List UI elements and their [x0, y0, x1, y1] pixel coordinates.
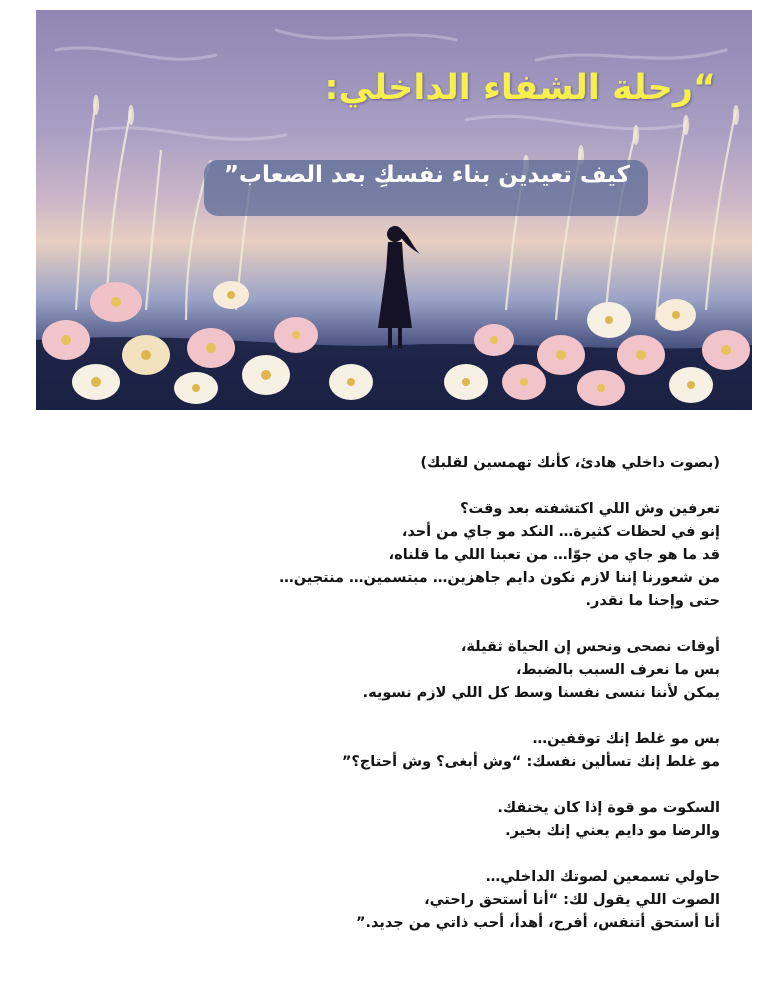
poem-line: حتى وإحنا ما نقدر. — [585, 593, 720, 609]
poem-line: الصوت اللي يقول لك: “أنا أستحق راحتي، — [424, 892, 720, 908]
intro-line: (بصوت داخلي هادئ، كأنك تهمسين لقلبك) — [420, 455, 720, 471]
poem-line: حاولي تسمعين لصوتك الداخلي… — [485, 869, 720, 885]
poem-line: تعرفين وش اللي اكتشفته بعد وقت؟ — [460, 501, 720, 517]
poem-line: بس ما نعرف السبب بالضبط، — [515, 662, 720, 678]
poem-line: يمكن لأننا ننسى نفسنا وسط كل اللي لازم نسويه. — [362, 685, 720, 701]
poem-line: مو غلط إنك تسألين نفسك: “وش أبغى؟ وش أحتاج؟” — [341, 754, 720, 770]
poem-line: من شعورنا إننا لازم نكون دايم جاهزين… مبتسمين… منتجين… — [279, 570, 720, 586]
poem-body — [240, 452, 720, 935]
poem-line: إنو في لحظات كثيرة… النكد مو جاي من أحد، — [401, 524, 720, 540]
poem-line: بس مو غلط إنك توقفين… — [532, 731, 720, 747]
poem-line: والرضا مو دايم يعني إنك بخير. — [505, 823, 720, 839]
banner-subtitle: كيف تعيدين بناء نفسكِ بعد الصعاب” — [223, 162, 630, 188]
banner-title: “رحلة الشفاء الداخلي: — [324, 68, 716, 108]
woman-silhouette — [378, 226, 420, 348]
poem-line: أنا أستحق أتنفس، أفرح، أهدأ، أحب ذاتي من جديد.” — [355, 915, 720, 931]
poem-line: قد ما هو جاي من جوّا… من تعبنا اللي ما قلناه، — [388, 547, 720, 563]
poem-line: أوقات نصحى ونحس إن الحياة ثقيلة، — [460, 639, 720, 655]
poem-line: السكوت مو قوة إذا كان يخنقك. — [497, 800, 720, 816]
